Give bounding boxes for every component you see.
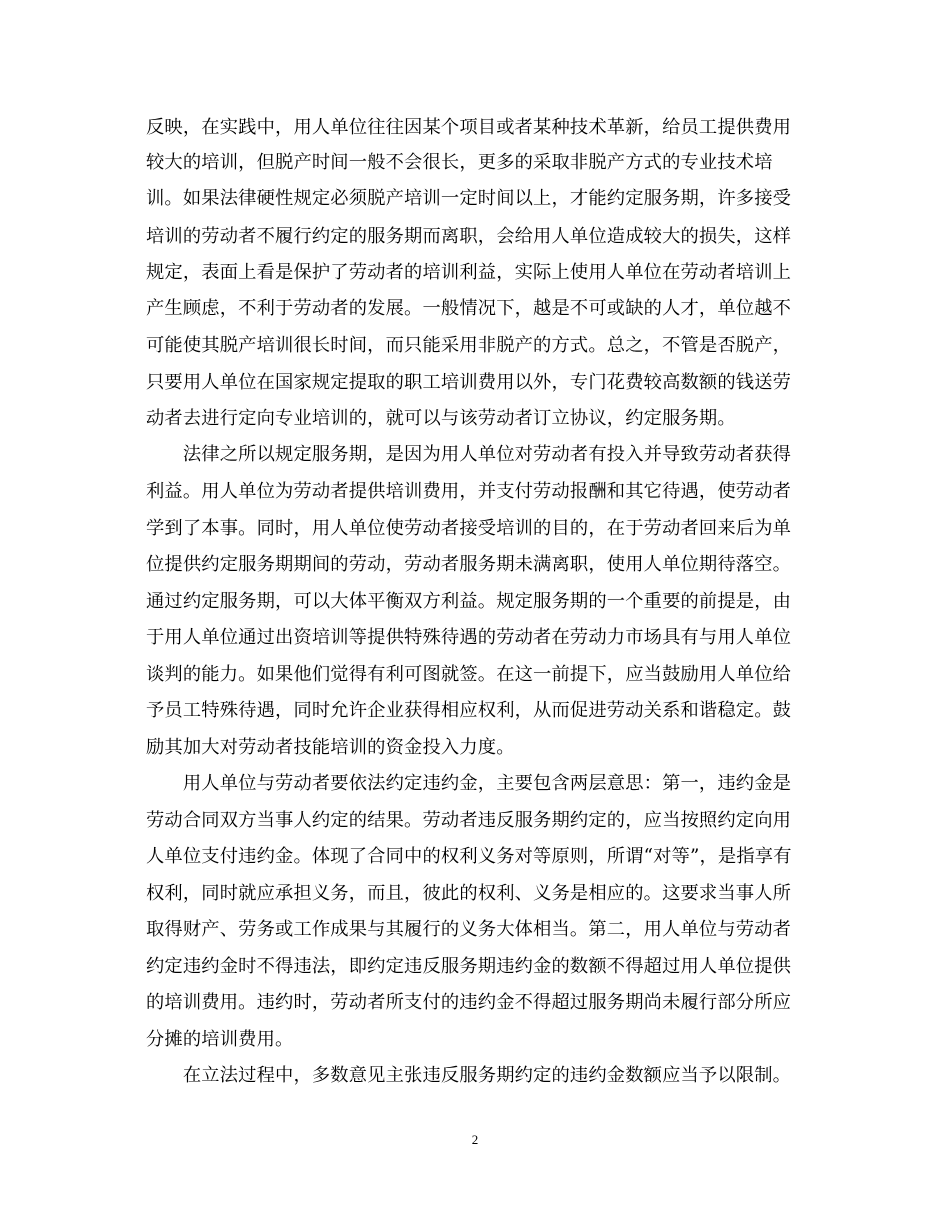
text-line: 在立法过程中，多数意见主张违反服务期约定的违约金数额应当予以限制。 (146, 1065, 792, 1086)
text-line: 学到了本事。同时，用人单位使劳动者接受培训的目的，在于劳动者回来后为单 (146, 518, 792, 539)
text-line: 人单位支付违约金。体现了合同中的权利义务对等原则，所谓“对等”，是指享有 (146, 846, 792, 867)
text-line: 培训的劳动者不履行约定的服务期而离职，会给用人单位造成较大的损失，这样 (146, 226, 792, 247)
text-line: 用人单位与劳动者要依法约定违约金，主要包含两层意思：第一，违约金是 (146, 773, 792, 794)
text-line: 法律之所以规定服务期，是因为用人单位对劳动者有投入并导致劳动者获得 (146, 444, 792, 465)
text-line: 只要用人单位在国家规定提取的职工培训费用以外，专门花费较高数额的钱送劳 (146, 372, 792, 393)
text-line: 励其加大对劳动者技能培训的资金投入力度。 (146, 737, 515, 758)
text-line: 予员工特殊待遇，同时允许企业获得相应权利，从而促进劳动关系和谐稳定。鼓 (146, 700, 792, 721)
text-line: 通过约定服务期，可以大体平衡双方利益。规定服务期的一个重要的前提是，由 (146, 591, 792, 612)
text-line: 动者去进行定向专业培训的，就可以与该劳动者订立协议，约定服务期。 (146, 408, 736, 429)
text-line: 利益。用人单位为劳动者提供培训费用，并支付劳动报酬和其它待遇，使劳动者 (146, 481, 792, 502)
text-line: 反映，在实践中，用人单位往往因某个项目或者某种技术革新，给员工提供费用 (146, 117, 792, 138)
text-line: 取得财产、劳务或工作成果与其履行的义务大体相当。第二，用人单位与劳动者 (146, 919, 792, 940)
page-number: 2 (471, 1132, 479, 1147)
text-line: 权利，同时就应承担义务，而且，彼此的权利、义务是相应的。这要求当事人所 (146, 883, 792, 904)
text-line: 训。如果法律硬性规定必须脱产培训一定时间以上，才能约定服务期，许多接受 (146, 188, 792, 209)
text-line: 产生顾虑，不利于劳动者的发展。一般情况下，越是不可或缺的人才，单位越不 (146, 298, 792, 319)
text-line: 规定，表面上看是保护了劳动者的培训利益，实际上使用人单位在劳动者培训上 (146, 262, 792, 283)
text-line: 劳动合同双方当事人约定的结果。劳动者违反服务期约定的，应当按照约定向用 (146, 810, 792, 831)
text-line: 可能使其脱产培训很长时间，而只能采用非脱产的方式。总之，不管是否脱产， (146, 335, 792, 356)
text-line: 分摊的培训费用。 (146, 1029, 294, 1050)
text-line: 位提供约定服务期期间的劳动，劳动者服务期未满离职，使用人单位期待落空。 (146, 554, 792, 575)
text-line: 于用人单位通过出资培训等提供特殊待遇的劳动者在劳动力市场具有与用人单位 (146, 627, 792, 648)
text-line: 较大的培训，但脱产时间一般不会很长，更多的采取非脱产方式的专业技术培 (146, 152, 773, 173)
text-line: 谈判的能力。如果他们觉得有利可图就签。在这一前提下，应当鼓励用人单位给 (146, 664, 792, 685)
text-line: 的培训费用。违约时，劳动者所支付的违约金不得超过服务期尚未履行部分所应 (146, 992, 792, 1013)
text-line: 约定违约金时不得违法，即约定违反服务期违约金的数额不得超过用人单位提供 (146, 956, 792, 977)
